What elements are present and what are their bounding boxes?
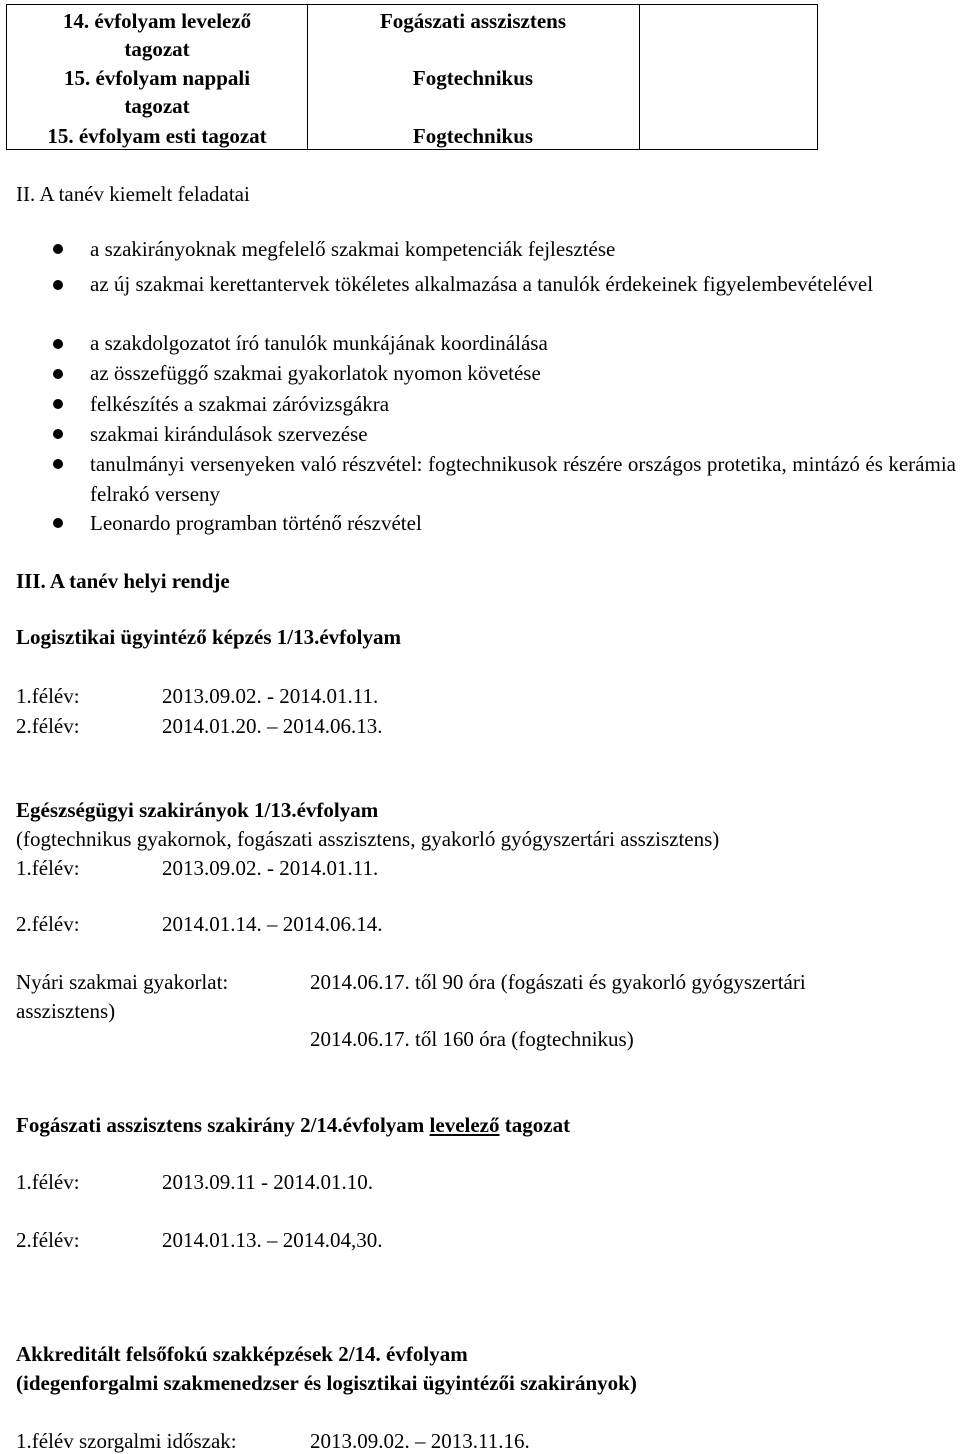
semester-dates: 2013.09.11 - 2014.01.10. <box>162 1170 373 1194</box>
list-item: tanulmányi versenyeken való részvétel: fogtechnikusok részére országos protetika, mintázó és kerámia felrakó verseny <box>90 452 956 506</box>
semester-label: 2.félév: <box>16 714 80 738</box>
summer-practice-line: 2014.06.17. től 90 óra (fogászati és gyakorló gyógyszertári <box>310 970 806 994</box>
accredited-heading: Akkreditált felsőfokú szakképzések 2/14. évfolyam <box>16 1342 468 1366</box>
dental-heading-tail: tagozat <box>499 1113 571 1137</box>
list-item: a szakdolgozatot író tanulók munkájának koordinálása <box>90 331 548 355</box>
semester-label: 1.félév: <box>16 684 80 708</box>
table-cell-class: 15. évfolyam nappali tagozat <box>63 66 251 118</box>
period-label: 1.félév szorgalmi időszak: <box>16 1429 237 1453</box>
semester-dates: 2014.01.14. – 2014.06.14. <box>162 912 383 936</box>
dental-heading-underlined: levelező <box>429 1113 500 1137</box>
semester-label: 2.félév: <box>16 1228 80 1252</box>
health-subtitle: (fogtechnikus gyakornok, fogászati asszisztens, gyakorló gyógyszertári asszisztens) <box>16 827 720 851</box>
health-heading: Egészségügyi szakirányok 1/13.évfolyam <box>16 798 379 822</box>
semester-dates: 2014.01.20. – 2014.06.13. <box>162 714 383 738</box>
accredited-subtitle: (idegenforgalmi szakmenedzser és logisztikai ügyintézői szakirányok) <box>16 1371 637 1395</box>
table-cell-class: 14. évfolyam levelező tagozat <box>62 9 252 61</box>
list-item: szakmai kirándulások szervezése <box>90 422 368 446</box>
bullet-icon <box>53 339 63 349</box>
summer-practice-line: 2014.06.17. től 160 óra (fogtechnikus) <box>310 1027 634 1051</box>
semester-dates: 2014.01.13. – 2014.04,30. <box>162 1228 383 1252</box>
period-dates: 2013.09.02. – 2013.11.16. <box>310 1429 530 1453</box>
bullet-icon <box>53 280 63 290</box>
semester-dates: 2013.09.02. - 2014.01.11. <box>162 684 379 708</box>
class-table <box>6 4 818 150</box>
section-iii-title: III. A tanév helyi rendje <box>16 569 230 593</box>
list-item: az új szakmai kerettantervek tökéletes alkalmazása a tanulók érdekeinek figyelembevételével <box>90 272 874 296</box>
semester-label: 1.félév: <box>16 1170 80 1194</box>
table-divider <box>639 5 640 149</box>
list-item: az összefüggő szakmai gyakorlatok nyomon követése <box>90 361 541 385</box>
dental-heading-text: Fogászati asszisztens szakirány 2/14.évfolyam <box>16 1113 430 1137</box>
bullet-icon <box>53 399 63 409</box>
table-cell-program: Fogtechnikus <box>412 66 534 90</box>
logistics-heading: Logisztikai ügyintéző képzés 1/13.évfolyam <box>16 625 401 649</box>
bullet-icon <box>53 459 63 469</box>
semester-dates: 2013.09.02. - 2014.01.11. <box>162 856 379 880</box>
table-cell-program: Fogászati asszisztens <box>379 9 567 33</box>
semester-label: 1.félév: <box>16 856 80 880</box>
table-cell-class: 15. évfolyam esti tagozat <box>47 124 267 148</box>
bullet-icon <box>53 369 63 379</box>
semester-label: 2.félév: <box>16 912 80 936</box>
dental-heading <box>16 1115 570 1136</box>
list-item: felkészítés a szakmai záróvizsgákra <box>90 392 390 416</box>
summer-practice-label: Nyári szakmai gyakorlat: <box>16 970 229 994</box>
section-ii-title: II. A tanév kiemelt feladatai <box>16 182 250 206</box>
bullet-icon <box>53 429 63 439</box>
table-cell-program: Fogtechnikus <box>412 124 534 148</box>
summer-practice-label-cont: asszisztens) <box>16 999 116 1023</box>
bullet-icon <box>53 244 63 254</box>
list-item: a szakirányoknak megfelelő szakmai kompetenciák fejlesztése <box>90 237 616 261</box>
list-item: Leonardo programban történő részvétel <box>90 511 422 535</box>
bullet-icon <box>53 518 63 528</box>
